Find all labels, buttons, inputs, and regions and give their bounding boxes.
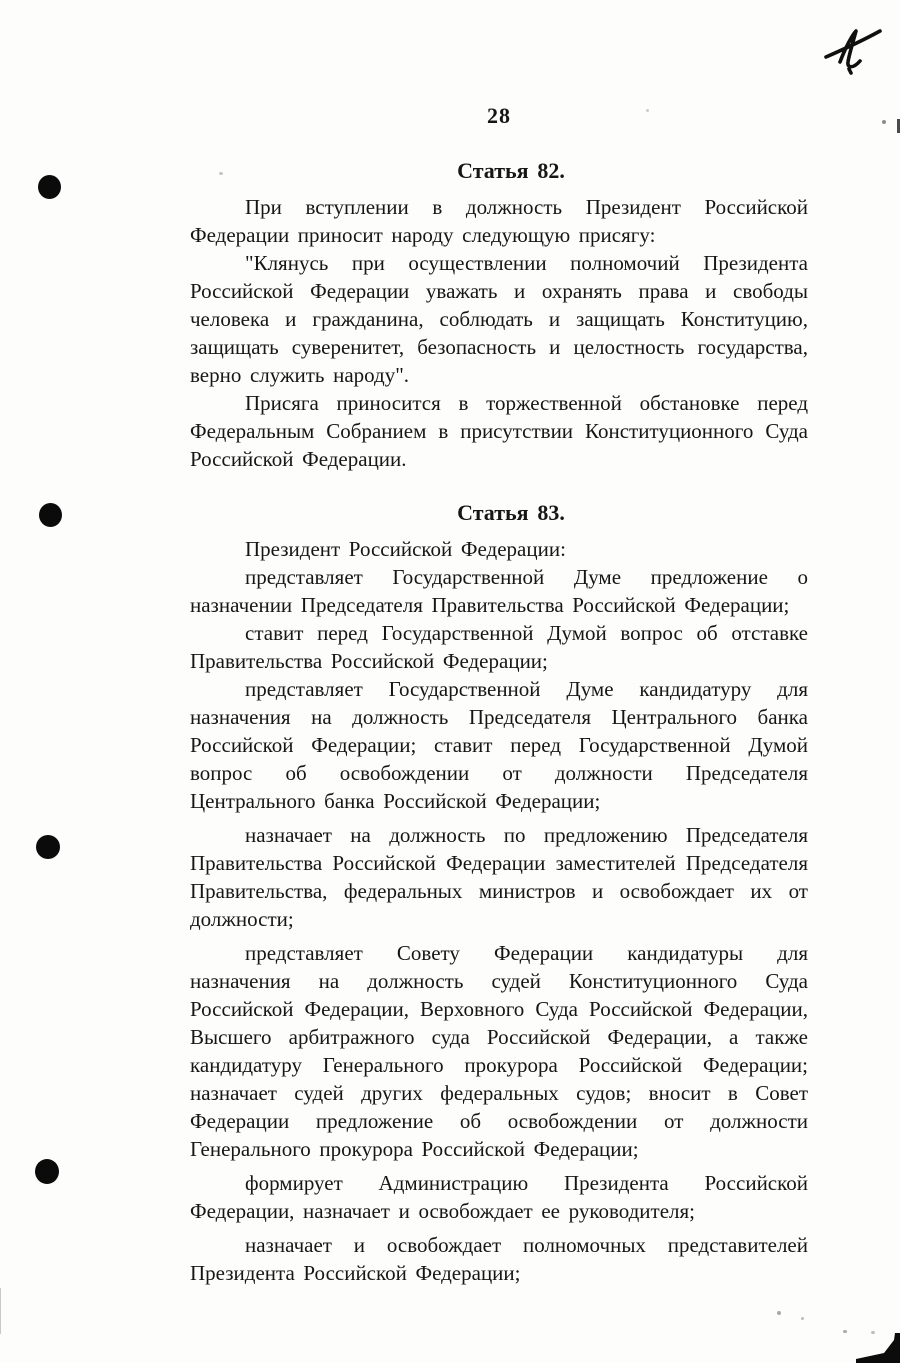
paragraph: "Клянусь при осуществлении полномочий Президента Российской Федерации уважать и охранять права и свободы человека и гражданина, соблюдать и защищать Конституцию, защищать суверенитет, безопасность и целостность государства, верно служить народу".	[190, 251, 808, 387]
paragraph: ставит перед Государственной Думой вопрос об отставке Правительства Российской Федерации;	[190, 621, 808, 673]
paragraph: назначает на должность по предложению Председателя Правительства Российской Федерации заместителей Председателя Правительства, федеральных министров и освобождает их от должности;	[190, 823, 808, 931]
paragraph: представляет Государственной Думе кандидатуру для назначения на должность Председателя Центрального банка Российской Федерации; ставит перед Государственной Думой вопрос об освобождении от должности Председателя Центрального банка Российской Федерации;	[190, 677, 808, 813]
scan-corner-artifact	[854, 1333, 900, 1363]
scan-edge-artifact	[0, 1288, 1, 1334]
punch-hole-mark	[36, 835, 60, 859]
scan-speck	[777, 1311, 781, 1315]
paragraph: представляет Государственной Думе предложение о назначении Председателя Правительства Российской Федерации;	[190, 565, 808, 617]
article-82-heading: Статья 82.	[457, 158, 565, 183]
paragraph: формирует Администрацию Президента Российской Федерации, назначает и освобождает ее руководителя;	[190, 1171, 808, 1223]
scan-speck	[801, 1317, 804, 1320]
article-83-heading: Статья 83.	[457, 500, 565, 525]
document-body	[190, 157, 808, 1287]
paragraph: При вступлении в должность Президент Российской Федерации приносит народу следующую присягу:	[190, 195, 808, 247]
punch-hole-mark	[39, 503, 62, 527]
punch-hole-mark	[38, 175, 61, 199]
paragraph: Присяга приносится в торжественной обстановке перед Федеральным Собранием в присутствии Конституционного Суда Российской Федерации.	[190, 391, 808, 471]
paragraph: представляет Совету Федерации кандидатуры для назначения на должность судей Конституционного Суда Российской Федерации, Верховного Суда Российской Федерации, Высшего арбитражного суда Российской Федерации, а также кандидатуру Генерального прокурора Российской Федерации; назначает судей других федеральных судов; вносит в Совет Федерации предложение об освобождении от должности Генерального прокурора Российской Федерации;	[190, 941, 808, 1161]
paragraph: назначает и освобождает полномочных представителей Президента Российской Федерации;	[190, 1233, 808, 1285]
scan-speck	[882, 120, 886, 124]
punch-hole-mark	[35, 1159, 59, 1184]
page-number: 28	[487, 103, 511, 128]
scan-speck	[843, 1330, 847, 1333]
paragraph: Президент Российской Федерации:	[245, 537, 566, 561]
handwritten-mark	[816, 20, 890, 78]
